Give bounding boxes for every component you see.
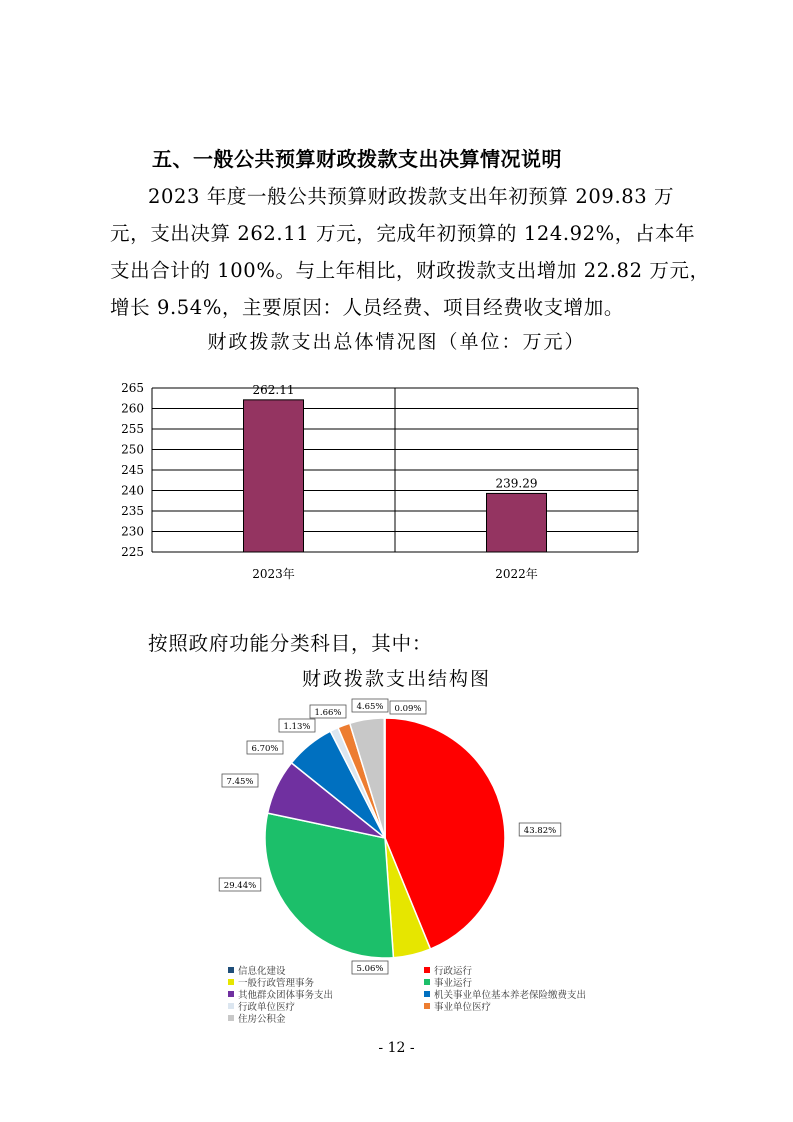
legend-swatch xyxy=(424,991,430,997)
pie-data-label xyxy=(352,699,388,712)
y-tick-label: 225 xyxy=(121,545,144,559)
pie-data-label xyxy=(519,823,561,836)
legend-label: 住房公积金 xyxy=(238,1014,286,1025)
bar-chart-title: 财政拨款支出总体情况图（单位：万元） xyxy=(207,331,586,353)
paragraph-line: 支出合计的 100%。与上年相比，财政拨款支出增加 22.82 万元， xyxy=(110,259,710,282)
y-tick-label: 255 xyxy=(121,422,144,436)
legend-label: 事业运行 xyxy=(434,978,473,989)
legend-label: 行政运行 xyxy=(434,966,473,977)
bar-chart xyxy=(100,370,660,590)
y-tick-label: 240 xyxy=(121,483,144,498)
legend-label: 机关事业单位基本养老保险缴费支出 xyxy=(434,990,587,1001)
pie-slice xyxy=(384,718,385,838)
legend-item xyxy=(424,999,491,1013)
section-title: 五、一般公共预算财政拨款支出决算情况说明 xyxy=(152,147,562,171)
pie-data-label xyxy=(352,961,388,974)
legend-swatch xyxy=(228,967,234,973)
label-text: 1.66% xyxy=(314,708,342,718)
y-tick-label: 245 xyxy=(121,463,144,477)
label-text: 7.45% xyxy=(226,777,254,787)
legend-swatch xyxy=(228,991,234,997)
y-tick-label: 250 xyxy=(121,442,144,457)
y-tick-label: 260 xyxy=(121,401,144,416)
label-text: 29.44% xyxy=(223,881,257,891)
legend-label: 信息化建设 xyxy=(238,966,286,977)
explanation-paragraph xyxy=(110,178,710,326)
legend-label: 其他群众团体事务支出 xyxy=(238,990,334,1001)
y-tick-label: 235 xyxy=(121,504,144,518)
pie-chart-title: 财政拨款支出结构图 xyxy=(301,668,491,690)
legend-swatch xyxy=(424,967,430,973)
label-text: 4.65% xyxy=(356,702,384,712)
x-tick-label: 2023年 xyxy=(252,567,295,581)
pie-data-label xyxy=(222,774,258,787)
classification-label: 按照政府功能分类科目，其中： xyxy=(148,632,433,655)
legend-label: 事业单位医疗 xyxy=(434,1002,492,1013)
legend-swatch xyxy=(228,1003,234,1009)
bar-data-label: 239.29 xyxy=(495,476,538,491)
pie-data-label xyxy=(219,878,261,891)
legend-label: 行政单位医疗 xyxy=(238,1002,296,1013)
legend-swatch xyxy=(424,979,430,985)
y-tick-label: 230 xyxy=(121,524,144,539)
page-number: - 12 - xyxy=(378,1040,415,1056)
label-text: 1.13% xyxy=(283,722,311,732)
legend-item xyxy=(228,1011,286,1025)
paragraph-line: 增长 9.54%，主要原因：人员经费、项目经费收支增加。 xyxy=(110,296,624,319)
paragraph-line: 元，支出决算 262.11 万元，完成年初预算的 124.92%，占本年 xyxy=(110,222,696,245)
legend-swatch xyxy=(424,1003,430,1009)
pie-data-label xyxy=(310,705,346,718)
label-text: 5.06% xyxy=(356,964,384,974)
legend-label: 一般行政管理事务 xyxy=(238,978,315,989)
bar xyxy=(487,493,547,552)
bar-data-label: 262.11 xyxy=(252,382,295,397)
paragraph-line: 2023 年度一般公共预算财政拨款支出年初预算 209.83 万 xyxy=(148,185,675,208)
pie-data-label xyxy=(390,701,426,714)
label-text: 43.82% xyxy=(523,826,557,836)
bar xyxy=(244,400,304,552)
pie-data-label xyxy=(247,741,283,754)
legend-swatch xyxy=(228,1015,234,1021)
pie-data-label xyxy=(279,719,315,732)
legend-swatch xyxy=(228,979,234,985)
x-tick-label: 2022年 xyxy=(495,567,538,581)
label-text: 6.70% xyxy=(251,744,279,754)
y-tick-label: 265 xyxy=(121,381,144,395)
label-text: 0.09% xyxy=(394,704,422,714)
